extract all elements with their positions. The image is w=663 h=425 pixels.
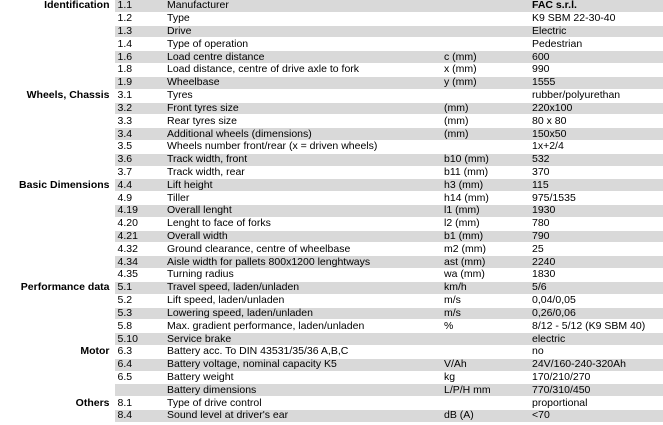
item-description: Lift height — [164, 179, 441, 192]
section-spacer — [0, 153, 114, 166]
spec-row — [0, 281, 663, 294]
item-description: Service brake — [164, 333, 441, 346]
spec-row — [0, 192, 663, 205]
spec-row — [0, 358, 663, 371]
item-description: Aisle width for pallets 800x1200 lenghtways — [164, 256, 441, 269]
item-description: Battery voltage, nominal capacity K5 — [164, 358, 441, 371]
item-description: Lowering speed, laden/unladen — [164, 307, 441, 320]
item-unit: kg — [441, 371, 529, 384]
item-value: no — [529, 345, 663, 358]
item-description: Lenght to face of forks — [164, 217, 441, 230]
spec-row — [0, 89, 663, 102]
item-value: 0,26/0,06 — [529, 307, 663, 320]
item-number: 6.3 — [114, 345, 164, 358]
item-number: 3.2 — [114, 102, 164, 115]
item-value: 790 — [529, 230, 663, 243]
item-value: 370 — [529, 166, 663, 179]
item-number: 5.3 — [114, 307, 164, 320]
item-value: electric — [529, 333, 663, 346]
item-number: 1.8 — [114, 64, 164, 77]
item-unit: V/Ah — [441, 358, 529, 371]
item-number: 4.21 — [114, 230, 164, 243]
item-number: 3.5 — [114, 140, 164, 153]
item-value: K9 SBM 22-30-40 — [529, 12, 663, 25]
item-unit: m/s — [441, 307, 529, 320]
section-spacer — [0, 76, 114, 89]
section-spacer — [0, 358, 114, 371]
item-number: 4.9 — [114, 192, 164, 205]
item-unit: ast (mm) — [441, 256, 529, 269]
item-number: 5.2 — [114, 294, 164, 307]
item-number: 4.4 — [114, 179, 164, 192]
item-number: 6.5 — [114, 371, 164, 384]
item-unit: h3 (mm) — [441, 179, 529, 192]
item-unit: y (mm) — [441, 76, 529, 89]
item-value: 1930 — [529, 205, 663, 218]
section-title: Basic Dimensions — [0, 179, 114, 192]
item-number: 3.4 — [114, 128, 164, 141]
item-description: Battery acc. To DIN 43531/35/36 A,B,C — [164, 345, 441, 358]
section-spacer — [0, 64, 114, 77]
item-unit: b1 (mm) — [441, 230, 529, 243]
item-value: 1555 — [529, 76, 663, 89]
item-number: 5.8 — [114, 320, 164, 333]
section-spacer — [0, 230, 114, 243]
item-unit: (mm) — [441, 102, 529, 115]
item-unit — [441, 25, 529, 38]
item-number: 1.4 — [114, 38, 164, 51]
section-spacer — [0, 269, 114, 282]
section-spacer — [0, 51, 114, 64]
item-unit: km/h — [441, 281, 529, 294]
item-unit — [441, 397, 529, 410]
item-unit — [441, 38, 529, 51]
section-spacer — [0, 256, 114, 269]
spec-row — [0, 76, 663, 89]
spec-row — [0, 38, 663, 51]
item-number: 4.20 — [114, 217, 164, 230]
spec-row — [0, 0, 663, 12]
item-description: Tyres — [164, 89, 441, 102]
item-description: Travel speed, laden/unladen — [164, 281, 441, 294]
spec-row — [0, 230, 663, 243]
item-value: 24V/160-240-320Ah — [529, 358, 663, 371]
section-title: Wheels, Chassis — [0, 89, 114, 102]
item-description: Type — [164, 12, 441, 25]
item-unit — [441, 140, 529, 153]
item-unit: m2 (mm) — [441, 243, 529, 256]
section-spacer — [0, 205, 114, 218]
item-number: 4.19 — [114, 205, 164, 218]
spec-row — [0, 12, 663, 25]
item-unit — [441, 0, 529, 12]
item-number: 1.1 — [114, 0, 164, 12]
section-spacer — [0, 192, 114, 205]
spec-row — [0, 25, 663, 38]
section-title: Performance data — [0, 281, 114, 294]
item-unit — [441, 89, 529, 102]
item-unit: l2 (mm) — [441, 217, 529, 230]
item-description: Wheelbase — [164, 76, 441, 89]
item-value: 170/210/270 — [529, 371, 663, 384]
item-description: Lift speed, laden/unladen — [164, 294, 441, 307]
item-description: Ground clearance, centre of wheelbase — [164, 243, 441, 256]
section-spacer — [0, 243, 114, 256]
item-unit: L/P/H mm — [441, 384, 529, 397]
item-number: 1.6 — [114, 51, 164, 64]
spec-row — [0, 153, 663, 166]
item-description: Battery dimensions — [164, 384, 441, 397]
item-unit: m/s — [441, 294, 529, 307]
item-number: 3.1 — [114, 89, 164, 102]
item-number: 8.1 — [114, 397, 164, 410]
item-value: Electric — [529, 25, 663, 38]
item-description: Manufacturer — [164, 0, 441, 12]
spec-row — [0, 384, 663, 397]
item-description: Sound level at driver's ear — [164, 410, 441, 423]
spec-row — [0, 205, 663, 218]
item-unit: h14 (mm) — [441, 192, 529, 205]
section-spacer — [0, 384, 114, 397]
item-description: Front tyres size — [164, 102, 441, 115]
item-number: 1.9 — [114, 76, 164, 89]
item-number: 4.34 — [114, 256, 164, 269]
item-unit: % — [441, 320, 529, 333]
item-number — [114, 384, 164, 397]
item-description: Track width, rear — [164, 166, 441, 179]
item-unit: c (mm) — [441, 51, 529, 64]
item-value: rubber/polyurethan — [529, 89, 663, 102]
spec-row — [0, 128, 663, 141]
item-value: proportional — [529, 397, 663, 410]
item-number: 3.3 — [114, 115, 164, 128]
section-spacer — [0, 128, 114, 141]
item-unit — [441, 333, 529, 346]
item-value: 600 — [529, 51, 663, 64]
item-description: Overall lenght — [164, 205, 441, 218]
item-unit: (mm) — [441, 115, 529, 128]
section-spacer — [0, 307, 114, 320]
item-description: Track width, front — [164, 153, 441, 166]
section-spacer — [0, 102, 114, 115]
spec-row — [0, 140, 663, 153]
spec-row — [0, 397, 663, 410]
item-description: Turning radius — [164, 269, 441, 282]
item-description: Wheels number front/rear (x = driven wheels) — [164, 140, 441, 153]
item-value: 8/12 - 5/12 (K9 SBM 40) — [529, 320, 663, 333]
spec-row — [0, 307, 663, 320]
spec-row — [0, 115, 663, 128]
section-spacer — [0, 320, 114, 333]
item-unit: l1 (mm) — [441, 205, 529, 218]
spec-row — [0, 256, 663, 269]
section-spacer — [0, 294, 114, 307]
item-unit: wa (mm) — [441, 269, 529, 282]
spec-row — [0, 243, 663, 256]
spec-row — [0, 333, 663, 346]
spec-row — [0, 410, 663, 423]
item-value: 780 — [529, 217, 663, 230]
item-number: 3.7 — [114, 166, 164, 179]
spec-row — [0, 179, 663, 192]
item-unit: dB (A) — [441, 410, 529, 423]
item-value: 770/310/450 — [529, 384, 663, 397]
item-value: 115 — [529, 179, 663, 192]
section-spacer — [0, 38, 114, 51]
item-value: 0,04/0,05 — [529, 294, 663, 307]
item-unit: b10 (mm) — [441, 153, 529, 166]
spec-row — [0, 51, 663, 64]
item-value: 220x100 — [529, 102, 663, 115]
item-number: 6.4 — [114, 358, 164, 371]
item-number: 3.6 — [114, 153, 164, 166]
item-description: Additional wheels (dimensions) — [164, 128, 441, 141]
spec-row — [0, 217, 663, 230]
item-number: 4.35 — [114, 269, 164, 282]
item-description: Load distance, centre of drive axle to fork — [164, 64, 441, 77]
item-value: <70 — [529, 410, 663, 423]
section-spacer — [0, 333, 114, 346]
spec-row — [0, 102, 663, 115]
item-description: Drive — [164, 25, 441, 38]
item-number: 4.32 — [114, 243, 164, 256]
item-description: Rear tyres size — [164, 115, 441, 128]
section-spacer — [0, 371, 114, 384]
section-title: Motor — [0, 345, 114, 358]
item-value: 5/6 — [529, 281, 663, 294]
item-value: 990 — [529, 64, 663, 77]
item-description: Type of drive control — [164, 397, 441, 410]
item-number: 1.2 — [114, 12, 164, 25]
item-unit: (mm) — [441, 128, 529, 141]
item-value: 1830 — [529, 269, 663, 282]
spec-row — [0, 166, 663, 179]
item-description: Overall width — [164, 230, 441, 243]
item-value: 25 — [529, 243, 663, 256]
spec-row — [0, 269, 663, 282]
section-title: Others — [0, 397, 114, 410]
section-spacer — [0, 12, 114, 25]
item-description: Type of operation — [164, 38, 441, 51]
section-spacer — [0, 25, 114, 38]
section-spacer — [0, 410, 114, 423]
item-value: Pedestrian — [529, 38, 663, 51]
spec-row — [0, 320, 663, 333]
section-spacer — [0, 166, 114, 179]
item-description: Load centre distance — [164, 51, 441, 64]
item-description: Max. gradient performance, laden/unladen — [164, 320, 441, 333]
item-number: 8.4 — [114, 410, 164, 423]
item-unit: x (mm) — [441, 64, 529, 77]
spec-row — [0, 345, 663, 358]
item-value: 2240 — [529, 256, 663, 269]
item-value: FAC s.r.l. — [529, 0, 663, 12]
section-spacer — [0, 115, 114, 128]
item-number: 5.10 — [114, 333, 164, 346]
spec-row — [0, 294, 663, 307]
item-number: 1.3 — [114, 25, 164, 38]
item-unit — [441, 345, 529, 358]
item-value: 150x50 — [529, 128, 663, 141]
spec-row — [0, 64, 663, 77]
section-spacer — [0, 217, 114, 230]
item-value: 1x+2/4 — [529, 140, 663, 153]
section-spacer — [0, 140, 114, 153]
spec-row — [0, 371, 663, 384]
item-value: 80 x 80 — [529, 115, 663, 128]
item-unit: b11 (mm) — [441, 166, 529, 179]
item-description: Tiller — [164, 192, 441, 205]
section-title: Identification — [0, 0, 114, 12]
item-unit — [441, 12, 529, 25]
item-value: 532 — [529, 153, 663, 166]
item-value: 975/1535 — [529, 192, 663, 205]
item-description: Battery weight — [164, 371, 441, 384]
item-number: 5.1 — [114, 281, 164, 294]
